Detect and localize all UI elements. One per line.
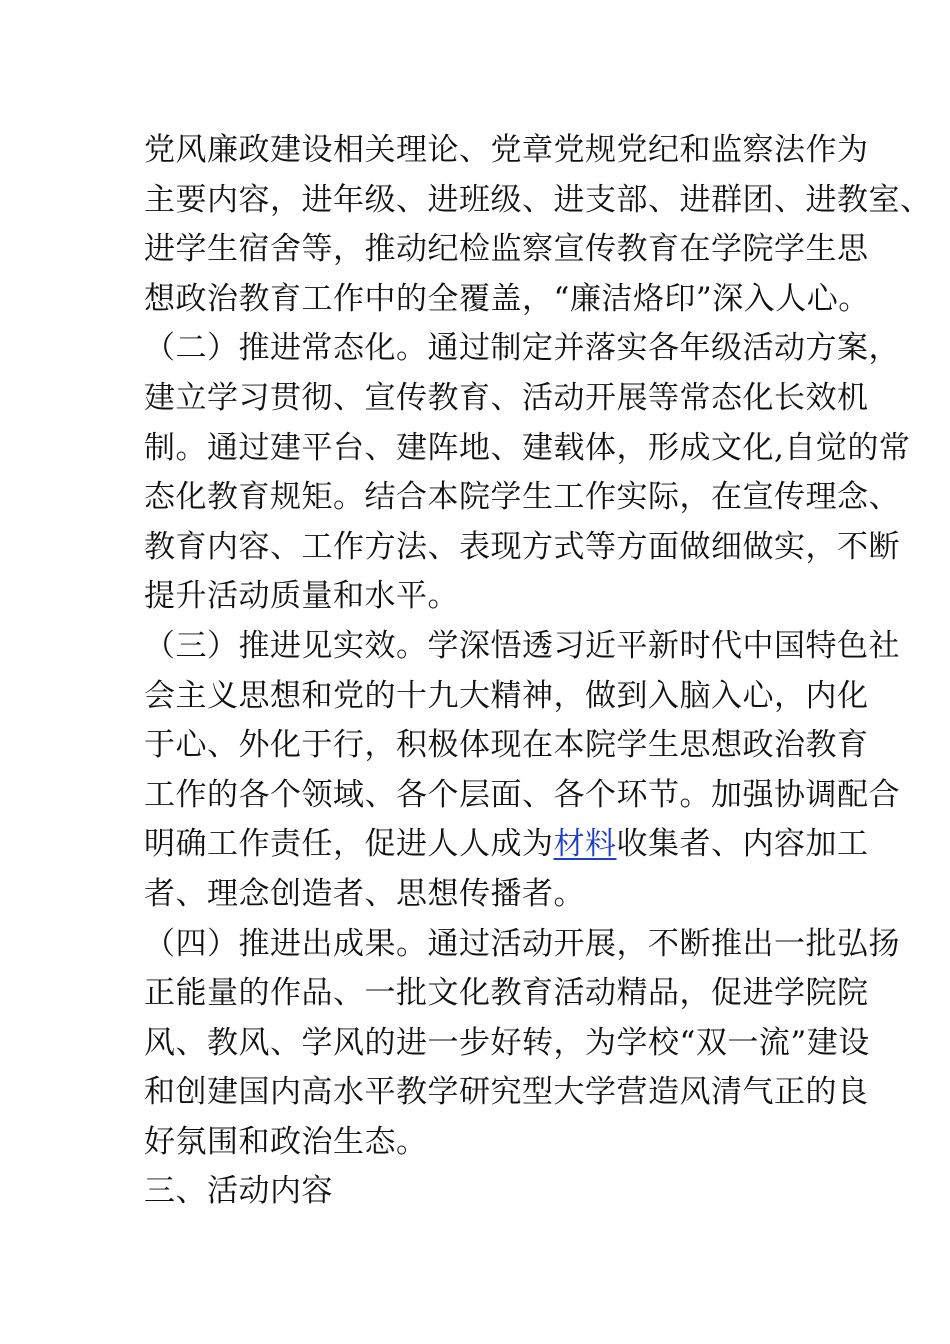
text-line: 工作的各个领域、各个层面、各个环节。加强协调配合 bbox=[144, 776, 900, 813]
text-line: 于心、外化于行，积极体现在本院学生思想政治教育 bbox=[144, 727, 869, 764]
text-line: 和创建国内高水平教学研究型大学营造风清气正的良 bbox=[144, 1074, 869, 1111]
link-line-before: 明确工作责任，促进人人成为 bbox=[144, 826, 554, 863]
section-four-heading-line: （四）推进出成果。通过活动开展，不断推出一批弘扬 bbox=[144, 925, 900, 962]
text-line: 进学生宿舍等，推动纪检监察宣传教育在学院学生思 bbox=[144, 231, 869, 268]
link-line-after: 收集者、内容加工 bbox=[616, 826, 869, 863]
text-line: 主要内容，进年级、进班级、进支部、进群团、进教室、 bbox=[144, 181, 932, 218]
activity-content-heading: 三、活动内容 bbox=[144, 1173, 333, 1210]
text-line: 态化教育规矩。结合本院学生工作实际，在宣传理念、 bbox=[144, 479, 900, 516]
document-body bbox=[144, 126, 932, 1217]
text-line: 者、理念创造者、思想传播者。 bbox=[144, 875, 585, 912]
text-line: 提升活动质量和水平。 bbox=[144, 578, 459, 615]
text-line: 会主义思想和党的十九大精神，做到入脑入心，内化 bbox=[144, 677, 869, 714]
text-line: 制。通过建平台、建阵地、建载体，形成文化,自觉的常 bbox=[144, 429, 911, 466]
text-line: 建立学习贯彻、宣传教育、活动开展等常态化长效机 bbox=[144, 379, 869, 416]
text-line: 风、教风、学风的进一步好转，为学校“双一流”建设 bbox=[144, 1024, 870, 1061]
text-line: 正能量的作品、一批文化教育活动精品，促进学院院 bbox=[144, 975, 869, 1012]
text-line-with-link bbox=[144, 820, 869, 870]
text-line: 教育内容、工作方法、表现方式等方面做细做实，不断 bbox=[144, 528, 900, 565]
materials-link[interactable]: 材料 bbox=[553, 826, 617, 863]
text-line: 好氛围和政治生态。 bbox=[144, 1123, 428, 1160]
section-two-heading-line: （二）推进常态化。通过制定并落实各年级活动方案， bbox=[144, 330, 900, 367]
text-line: 党风廉政建设相关理论、党章党规党纪和监察法作为 bbox=[144, 132, 869, 168]
section-three-heading-line: （三）推进见实效。学深悟透习近平新时代中国特色社 bbox=[144, 627, 900, 664]
text-line: 想政治教育工作中的全覆盖，“廉洁烙印”深入人心。 bbox=[144, 280, 870, 317]
